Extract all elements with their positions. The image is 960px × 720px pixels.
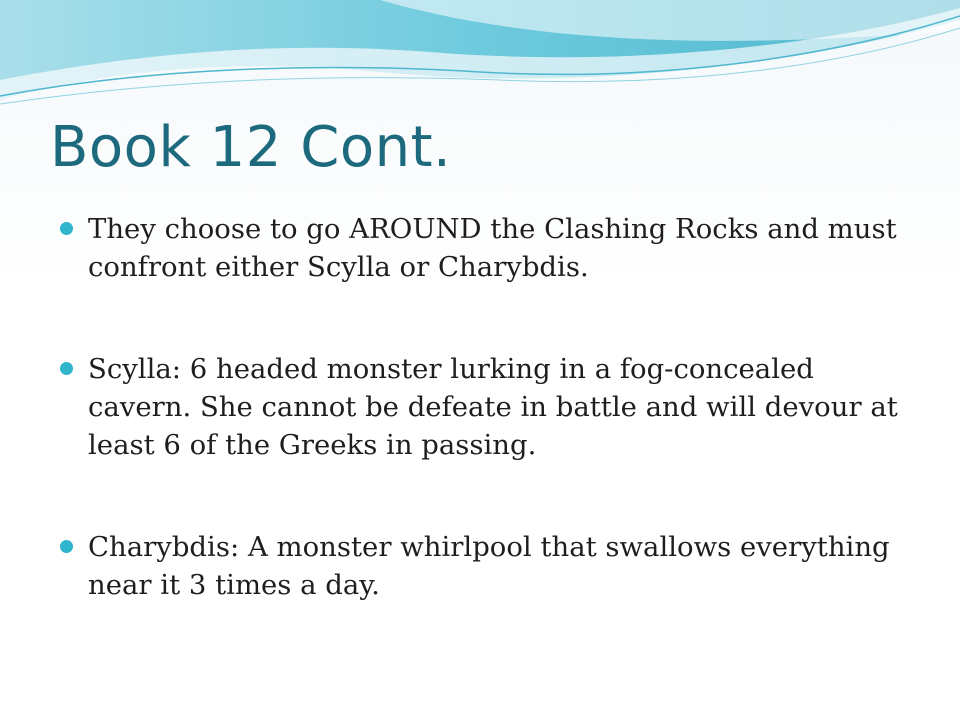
bullet-text: They choose to go AROUND the Clashing Rocks and must confront either Scylla or Charybdis. bbox=[88, 213, 897, 283]
bullet-list bbox=[60, 210, 920, 668]
bullet-item bbox=[60, 210, 920, 286]
bullet-marker-icon bbox=[60, 222, 73, 235]
slide-title: Book 12 Cont. bbox=[50, 115, 452, 180]
bullet-text: Scylla: 6 headed monster lurking in a fog-concealed cavern. She cannot be defeate in battle and will devour at least 6 of the Greeks in passing. bbox=[88, 353, 898, 461]
header-wave-decoration bbox=[0, 0, 960, 120]
bullet-item bbox=[60, 350, 920, 464]
bullet-text: Charybdis: A monster whirlpool that swallows everything near it 3 times a day. bbox=[88, 531, 890, 601]
bullet-marker-icon bbox=[60, 540, 73, 553]
bullet-item bbox=[60, 528, 920, 604]
bullet-marker-icon bbox=[60, 362, 73, 375]
